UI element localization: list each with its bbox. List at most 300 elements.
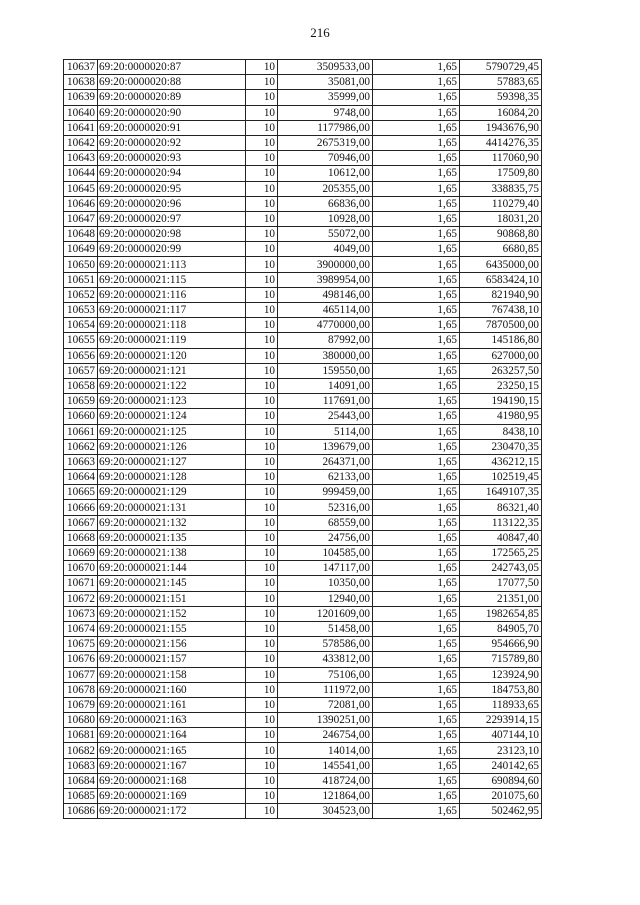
- row-number: 10681: [64, 728, 98, 743]
- rate-cell: 10: [246, 591, 278, 606]
- coefficient-cell: 1,65: [373, 713, 460, 728]
- rate-cell: 10: [246, 743, 278, 758]
- cadastral-number: 69:20:0000021:165: [98, 743, 246, 758]
- total-cell: 59398,35: [460, 90, 542, 105]
- cadastral-number: 69:20:0000021:172: [98, 804, 246, 819]
- row-number: 10683: [64, 758, 98, 773]
- total-cell: 84905,70: [460, 621, 542, 636]
- table-row: [64, 606, 542, 621]
- table-row: [64, 789, 542, 804]
- cadastral-number: 69:20:0000021:131: [98, 500, 246, 515]
- table-row: [64, 500, 542, 515]
- table-body: [64, 60, 542, 819]
- total-cell: 86321,40: [460, 500, 542, 515]
- coefficient-cell: 1,65: [373, 454, 460, 469]
- table-row: [64, 758, 542, 773]
- cadastral-value-cell: 304523,00: [278, 804, 373, 819]
- coefficient-cell: 1,65: [373, 151, 460, 166]
- total-cell: 41980,95: [460, 409, 542, 424]
- total-cell: 242743,05: [460, 561, 542, 576]
- row-number: 10666: [64, 500, 98, 515]
- row-number: 10675: [64, 637, 98, 652]
- cadastral-value-cell: 139679,00: [278, 439, 373, 454]
- row-number: 10657: [64, 363, 98, 378]
- table-row: [64, 409, 542, 424]
- cadastral-value-cell: 5114,00: [278, 424, 373, 439]
- row-number: 10650: [64, 257, 98, 272]
- total-cell: 627000,00: [460, 348, 542, 363]
- total-cell: 117060,90: [460, 151, 542, 166]
- table-row: [64, 470, 542, 485]
- cadastral-number: 69:20:0000020:88: [98, 75, 246, 90]
- total-cell: 17077,50: [460, 576, 542, 591]
- rate-cell: 10: [246, 227, 278, 242]
- row-number: 10660: [64, 409, 98, 424]
- cadastral-number: 69:20:0000020:89: [98, 90, 246, 105]
- row-number: 10638: [64, 75, 98, 90]
- rate-cell: 10: [246, 773, 278, 788]
- coefficient-cell: 1,65: [373, 409, 460, 424]
- coefficient-cell: 1,65: [373, 470, 460, 485]
- coefficient-cell: 1,65: [373, 621, 460, 636]
- cadastral-value-cell: 10612,00: [278, 166, 373, 181]
- coefficient-cell: 1,65: [373, 181, 460, 196]
- total-cell: 7870500,00: [460, 318, 542, 333]
- coefficient-cell: 1,65: [373, 743, 460, 758]
- cadastral-number: 69:20:0000021:116: [98, 287, 246, 302]
- rate-cell: 10: [246, 257, 278, 272]
- cadastral-number: 69:20:0000021:169: [98, 789, 246, 804]
- cadastral-number: 69:20:0000020:95: [98, 181, 246, 196]
- total-cell: 113122,35: [460, 515, 542, 530]
- cadastral-value-cell: 35999,00: [278, 90, 373, 105]
- coefficient-cell: 1,65: [373, 591, 460, 606]
- cadastral-number: 69:20:0000021:120: [98, 348, 246, 363]
- cadastral-number: 69:20:0000021:160: [98, 682, 246, 697]
- cadastral-value-cell: 9748,00: [278, 105, 373, 120]
- total-cell: 502462,95: [460, 804, 542, 819]
- coefficient-cell: 1,65: [373, 530, 460, 545]
- table-row: [64, 257, 542, 272]
- total-cell: 21351,00: [460, 591, 542, 606]
- cadastral-value-cell: 380000,00: [278, 348, 373, 363]
- cadastral-value-cell: 578586,00: [278, 637, 373, 652]
- cadastral-number: 69:20:0000021:164: [98, 728, 246, 743]
- cadastral-value-cell: 465114,00: [278, 303, 373, 318]
- cadastral-number: 69:20:0000021:121: [98, 363, 246, 378]
- coefficient-cell: 1,65: [373, 318, 460, 333]
- cadastral-number: 69:20:0000020:90: [98, 105, 246, 120]
- coefficient-cell: 1,65: [373, 637, 460, 652]
- cadastral-number: 69:20:0000021:155: [98, 621, 246, 636]
- table-row: [64, 135, 542, 150]
- rate-cell: 10: [246, 713, 278, 728]
- rate-cell: 10: [246, 303, 278, 318]
- table-row: [64, 697, 542, 712]
- total-cell: 715789,80: [460, 652, 542, 667]
- table-row: [64, 713, 542, 728]
- cadastral-value-cell: 433812,00: [278, 652, 373, 667]
- table-row: [64, 485, 542, 500]
- row-number: 10664: [64, 470, 98, 485]
- cadastral-number: 69:20:0000021:124: [98, 409, 246, 424]
- cadastral-value-cell: 62133,00: [278, 470, 373, 485]
- total-cell: 821940,90: [460, 287, 542, 302]
- rate-cell: 10: [246, 530, 278, 545]
- table-row: [64, 196, 542, 211]
- rate-cell: 10: [246, 272, 278, 287]
- row-number: 10641: [64, 120, 98, 135]
- row-number: 10659: [64, 394, 98, 409]
- cadastral-value-cell: 147117,00: [278, 561, 373, 576]
- table-row: [64, 561, 542, 576]
- total-cell: 118933,65: [460, 697, 542, 712]
- cadastral-number: 69:20:0000021:118: [98, 318, 246, 333]
- coefficient-cell: 1,65: [373, 652, 460, 667]
- coefficient-cell: 1,65: [373, 227, 460, 242]
- rate-cell: 10: [246, 378, 278, 393]
- row-number: 10651: [64, 272, 98, 287]
- row-number: 10685: [64, 789, 98, 804]
- cadastral-value-cell: 1390251,00: [278, 713, 373, 728]
- total-cell: 338835,75: [460, 181, 542, 196]
- row-number: 10669: [64, 546, 98, 561]
- row-number: 10637: [64, 60, 98, 75]
- row-number: 10639: [64, 90, 98, 105]
- coefficient-cell: 1,65: [373, 105, 460, 120]
- row-number: 10682: [64, 743, 98, 758]
- row-number: 10644: [64, 166, 98, 181]
- cadastral-value-cell: 75106,00: [278, 667, 373, 682]
- coefficient-cell: 1,65: [373, 242, 460, 257]
- rate-cell: 10: [246, 75, 278, 90]
- row-number: 10653: [64, 303, 98, 318]
- row-number: 10680: [64, 713, 98, 728]
- cadastral-table: [63, 59, 542, 819]
- cadastral-number: 69:20:0000021:156: [98, 637, 246, 652]
- rate-cell: 10: [246, 439, 278, 454]
- rate-cell: 10: [246, 287, 278, 302]
- cadastral-value-cell: 35081,00: [278, 75, 373, 90]
- table-row: [64, 181, 542, 196]
- row-number: 10648: [64, 227, 98, 242]
- total-cell: 1982654,85: [460, 606, 542, 621]
- row-number: 10655: [64, 333, 98, 348]
- rate-cell: 10: [246, 60, 278, 75]
- row-number: 10647: [64, 211, 98, 226]
- table-row: [64, 151, 542, 166]
- cadastral-number: 69:20:0000021:123: [98, 394, 246, 409]
- cadastral-value-cell: 87992,00: [278, 333, 373, 348]
- cadastral-value-cell: 2675319,00: [278, 135, 373, 150]
- row-number: 10642: [64, 135, 98, 150]
- total-cell: 23123,10: [460, 743, 542, 758]
- table-row: [64, 287, 542, 302]
- coefficient-cell: 1,65: [373, 257, 460, 272]
- coefficient-cell: 1,65: [373, 135, 460, 150]
- row-number: 10654: [64, 318, 98, 333]
- cadastral-number: 69:20:0000021:161: [98, 697, 246, 712]
- total-cell: 263257,50: [460, 363, 542, 378]
- cadastral-value-cell: 104585,00: [278, 546, 373, 561]
- cadastral-number: 69:20:0000021:129: [98, 485, 246, 500]
- cadastral-number: 69:20:0000021:127: [98, 454, 246, 469]
- coefficient-cell: 1,65: [373, 515, 460, 530]
- rate-cell: 10: [246, 621, 278, 636]
- rate-cell: 10: [246, 804, 278, 819]
- total-cell: 240142,65: [460, 758, 542, 773]
- table-row: [64, 333, 542, 348]
- total-cell: 17509,80: [460, 166, 542, 181]
- rate-cell: 10: [246, 318, 278, 333]
- row-number: 10672: [64, 591, 98, 606]
- coefficient-cell: 1,65: [373, 166, 460, 181]
- cadastral-value-cell: 205355,00: [278, 181, 373, 196]
- cadastral-number: 69:20:0000021:151: [98, 591, 246, 606]
- coefficient-cell: 1,65: [373, 500, 460, 515]
- rate-cell: 10: [246, 166, 278, 181]
- coefficient-cell: 1,65: [373, 363, 460, 378]
- cadastral-value-cell: 145541,00: [278, 758, 373, 773]
- row-number: 10652: [64, 287, 98, 302]
- cadastral-value-cell: 3989954,00: [278, 272, 373, 287]
- total-cell: 123924,90: [460, 667, 542, 682]
- total-cell: 172565,25: [460, 546, 542, 561]
- table-row: [64, 621, 542, 636]
- table-row: [64, 378, 542, 393]
- rate-cell: 10: [246, 120, 278, 135]
- cadastral-number: 69:20:0000020:91: [98, 120, 246, 135]
- cadastral-value-cell: 4770000,00: [278, 318, 373, 333]
- rate-cell: 10: [246, 333, 278, 348]
- cadastral-value-cell: 117691,00: [278, 394, 373, 409]
- table-row: [64, 743, 542, 758]
- table-row: [64, 394, 542, 409]
- coefficient-cell: 1,65: [373, 439, 460, 454]
- table-row: [64, 454, 542, 469]
- total-cell: 6583424,10: [460, 272, 542, 287]
- table-row: [64, 439, 542, 454]
- cadastral-number: 69:20:0000020:92: [98, 135, 246, 150]
- rate-cell: 10: [246, 470, 278, 485]
- total-cell: 23250,15: [460, 378, 542, 393]
- rate-cell: 10: [246, 196, 278, 211]
- total-cell: 8438,10: [460, 424, 542, 439]
- cadastral-number: 69:20:0000020:99: [98, 242, 246, 257]
- table-row: [64, 804, 542, 819]
- total-cell: 40847,40: [460, 530, 542, 545]
- row-number: 10676: [64, 652, 98, 667]
- total-cell: 16084,20: [460, 105, 542, 120]
- table-row: [64, 637, 542, 652]
- table-row: [64, 211, 542, 226]
- rate-cell: 10: [246, 637, 278, 652]
- coefficient-cell: 1,65: [373, 804, 460, 819]
- table-row: [64, 591, 542, 606]
- row-number: 10663: [64, 454, 98, 469]
- rate-cell: 10: [246, 394, 278, 409]
- cadastral-number: 69:20:0000021:125: [98, 424, 246, 439]
- table-row: [64, 530, 542, 545]
- total-cell: 1943676,90: [460, 120, 542, 135]
- total-cell: 1649107,35: [460, 485, 542, 500]
- row-number: 10673: [64, 606, 98, 621]
- row-number: 10670: [64, 561, 98, 576]
- row-number: 10640: [64, 105, 98, 120]
- coefficient-cell: 1,65: [373, 546, 460, 561]
- total-cell: 57883,65: [460, 75, 542, 90]
- cadastral-value-cell: 1177986,00: [278, 120, 373, 135]
- cadastral-number: 69:20:0000021:122: [98, 378, 246, 393]
- coefficient-cell: 1,65: [373, 333, 460, 348]
- coefficient-cell: 1,65: [373, 211, 460, 226]
- row-number: 10661: [64, 424, 98, 439]
- table-row: [64, 424, 542, 439]
- cadastral-value-cell: 3900000,00: [278, 257, 373, 272]
- coefficient-cell: 1,65: [373, 394, 460, 409]
- rate-cell: 10: [246, 181, 278, 196]
- total-cell: 201075,60: [460, 789, 542, 804]
- coefficient-cell: 1,65: [373, 287, 460, 302]
- cadastral-number: 69:20:0000021:132: [98, 515, 246, 530]
- rate-cell: 10: [246, 515, 278, 530]
- cadastral-number: 69:20:0000021:152: [98, 606, 246, 621]
- rate-cell: 10: [246, 789, 278, 804]
- cadastral-value-cell: 72081,00: [278, 697, 373, 712]
- total-cell: 102519,45: [460, 470, 542, 485]
- total-cell: 436212,15: [460, 454, 542, 469]
- total-cell: 407144,10: [460, 728, 542, 743]
- table-row: [64, 546, 542, 561]
- rate-cell: 10: [246, 151, 278, 166]
- table-row: [64, 227, 542, 242]
- cadastral-number: 69:20:0000020:98: [98, 227, 246, 242]
- table-row: [64, 60, 542, 75]
- cadastral-value-cell: 4049,00: [278, 242, 373, 257]
- coefficient-cell: 1,65: [373, 378, 460, 393]
- rate-cell: 10: [246, 682, 278, 697]
- cadastral-value-cell: 418724,00: [278, 773, 373, 788]
- row-number: 10667: [64, 515, 98, 530]
- row-number: 10686: [64, 804, 98, 819]
- cadastral-value-cell: 52316,00: [278, 500, 373, 515]
- coefficient-cell: 1,65: [373, 303, 460, 318]
- rate-cell: 10: [246, 697, 278, 712]
- table-row: [64, 318, 542, 333]
- total-cell: 6435000,00: [460, 257, 542, 272]
- cadastral-value-cell: 111972,00: [278, 682, 373, 697]
- cadastral-number: 69:20:0000021:158: [98, 667, 246, 682]
- row-number: 10662: [64, 439, 98, 454]
- cadastral-value-cell: 12940,00: [278, 591, 373, 606]
- row-number: 10668: [64, 530, 98, 545]
- coefficient-cell: 1,65: [373, 120, 460, 135]
- rate-cell: 10: [246, 348, 278, 363]
- coefficient-cell: 1,65: [373, 758, 460, 773]
- cadastral-value-cell: 14091,00: [278, 378, 373, 393]
- table-row: [64, 90, 542, 105]
- total-cell: 767438,10: [460, 303, 542, 318]
- coefficient-cell: 1,65: [373, 561, 460, 576]
- coefficient-cell: 1,65: [373, 348, 460, 363]
- cadastral-number: 69:20:0000021:168: [98, 773, 246, 788]
- cadastral-number: 69:20:0000021:117: [98, 303, 246, 318]
- coefficient-cell: 1,65: [373, 728, 460, 743]
- coefficient-cell: 1,65: [373, 667, 460, 682]
- coefficient-cell: 1,65: [373, 789, 460, 804]
- cadastral-value-cell: 66836,00: [278, 196, 373, 211]
- coefficient-cell: 1,65: [373, 60, 460, 75]
- cadastral-value-cell: 51458,00: [278, 621, 373, 636]
- cadastral-value-cell: 55072,00: [278, 227, 373, 242]
- coefficient-cell: 1,65: [373, 697, 460, 712]
- cadastral-number: 69:20:0000020:87: [98, 60, 246, 75]
- table-row: [64, 515, 542, 530]
- cadastral-value-cell: 498146,00: [278, 287, 373, 302]
- total-cell: 145186,80: [460, 333, 542, 348]
- table-row: [64, 120, 542, 135]
- coefficient-cell: 1,65: [373, 773, 460, 788]
- cadastral-value-cell: 25443,00: [278, 409, 373, 424]
- coefficient-cell: 1,65: [373, 576, 460, 591]
- table-row: [64, 576, 542, 591]
- row-number: 10679: [64, 697, 98, 712]
- cadastral-number: 69:20:0000020:96: [98, 196, 246, 211]
- table-row: [64, 75, 542, 90]
- total-cell: 6680,85: [460, 242, 542, 257]
- coefficient-cell: 1,65: [373, 485, 460, 500]
- rate-cell: 10: [246, 424, 278, 439]
- cadastral-value-cell: 1201609,00: [278, 606, 373, 621]
- table-row: [64, 728, 542, 743]
- rate-cell: 10: [246, 363, 278, 378]
- total-cell: 184753,80: [460, 682, 542, 697]
- cadastral-number: 69:20:0000021:115: [98, 272, 246, 287]
- rate-cell: 10: [246, 90, 278, 105]
- row-number: 10646: [64, 196, 98, 211]
- coefficient-cell: 1,65: [373, 682, 460, 697]
- coefficient-cell: 1,65: [373, 90, 460, 105]
- cadastral-number: 69:20:0000021:157: [98, 652, 246, 667]
- row-number: 10665: [64, 485, 98, 500]
- rate-cell: 10: [246, 211, 278, 226]
- cadastral-number: 69:20:0000021:144: [98, 561, 246, 576]
- rate-cell: 10: [246, 576, 278, 591]
- total-cell: 194190,15: [460, 394, 542, 409]
- total-cell: 4414276,35: [460, 135, 542, 150]
- coefficient-cell: 1,65: [373, 196, 460, 211]
- table-row: [64, 272, 542, 287]
- coefficient-cell: 1,65: [373, 424, 460, 439]
- rate-cell: 10: [246, 135, 278, 150]
- row-number: 10674: [64, 621, 98, 636]
- table-row: [64, 242, 542, 257]
- table-row: [64, 652, 542, 667]
- total-cell: 5790729,45: [460, 60, 542, 75]
- cadastral-value-cell: 999459,00: [278, 485, 373, 500]
- row-number: 10684: [64, 773, 98, 788]
- total-cell: 690894,60: [460, 773, 542, 788]
- row-number: 10645: [64, 181, 98, 196]
- table-row: [64, 166, 542, 181]
- table-row: [64, 303, 542, 318]
- total-cell: 230470,35: [460, 439, 542, 454]
- rate-cell: 10: [246, 606, 278, 621]
- cadastral-number: 69:20:0000021:119: [98, 333, 246, 348]
- rate-cell: 10: [246, 561, 278, 576]
- rate-cell: 10: [246, 485, 278, 500]
- total-cell: 954666,90: [460, 637, 542, 652]
